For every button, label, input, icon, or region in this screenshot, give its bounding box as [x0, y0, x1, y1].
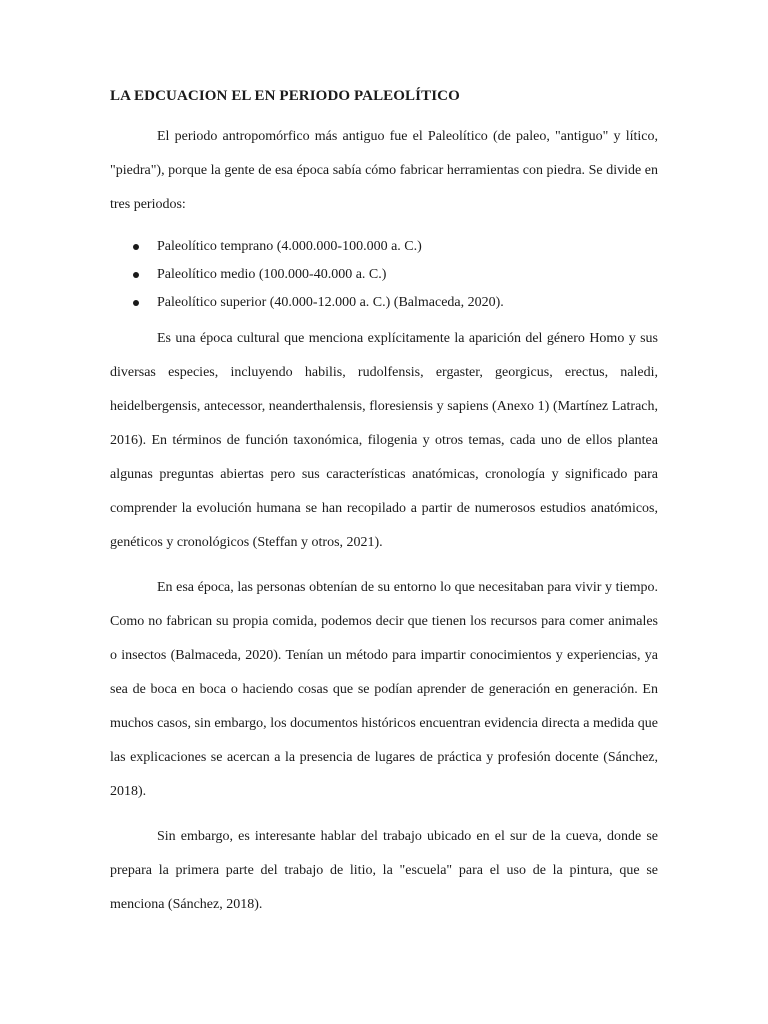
- list-item: [110, 233, 658, 261]
- document-page: [110, 86, 658, 922]
- intro-paragraph: El periodo antropomórfico más antiguo fue el Paleolítico (de paleo, "antiguo" y lítico, "piedra"), porque la gente de esa época sabía cómo fabricar herramientas con piedra. Se divide en tres periodos:: [110, 129, 658, 212]
- bullet-icon: [133, 272, 139, 278]
- paragraph-learning: En esa época, las personas obtenían de su entorno lo que necesitaban para vivir y tiempo. Como no fabrican su propia comida, podemos decir que tienen los recursos para comer animales o insectos (Balmaceda, 2020). Tenían un método para impartir conocimientos y experiencias, ya sea de boca en boca o haciendo cosas que se podían aprender de generación en generación. En muchos casos, sin embargo, los documentos históricos encuentran evidencia directa a medida que las explicaciones se acercan a la presencia de lugares de práctica y profesión docente (Sánchez, 2018).: [110, 580, 658, 799]
- list-item: [110, 261, 658, 289]
- list-item: [110, 289, 658, 317]
- list-item-text: Paleolítico superior (40.000-12.000 a. C.) (Balmaceda, 2020).: [157, 295, 504, 310]
- bullet-icon: [133, 244, 139, 250]
- document-title: LA EDCUACION EL EN PERIODO PALEOLÍTICO: [110, 88, 460, 104]
- paragraph-cave-work: Sin embargo, es interesante hablar del trabajo ubicado en el sur de la cueva, donde se prepara la primera parte del trabajo de litio, la "escuela" para el uso de la pintura, que se menciona (Sánchez, 2018).: [110, 829, 658, 912]
- list-item-text: Paleolítico medio (100.000-40.000 a. C.): [157, 267, 387, 282]
- paragraph-homo-species: Es una época cultural que menciona explícitamente la aparición del género Homo y sus diversas especies, incluyendo habilis, rudolfensis, ergaster, georgicus, erectus, naledi, heidelbergensis, antecessor, neanderthalensis, floresiensis y sapiens (Anexo 1) (Martínez Latrach, 2016). En términos de función taxonómica, filogenia y otros temas, cada uno de ellos plantea algunas preguntas abiertas pero sus características anatómicas, cronología y significado para comprender la evolución humana se han recopilado a partir de numerosos estudios anatómicos, genéticos y cronológicos (Steffan y otros, 2021).: [110, 331, 658, 550]
- list-item-text: Paleolítico temprano (4.000.000-100.000 a. C.): [157, 239, 422, 254]
- periods-list: [110, 233, 658, 317]
- bullet-icon: [133, 300, 139, 306]
